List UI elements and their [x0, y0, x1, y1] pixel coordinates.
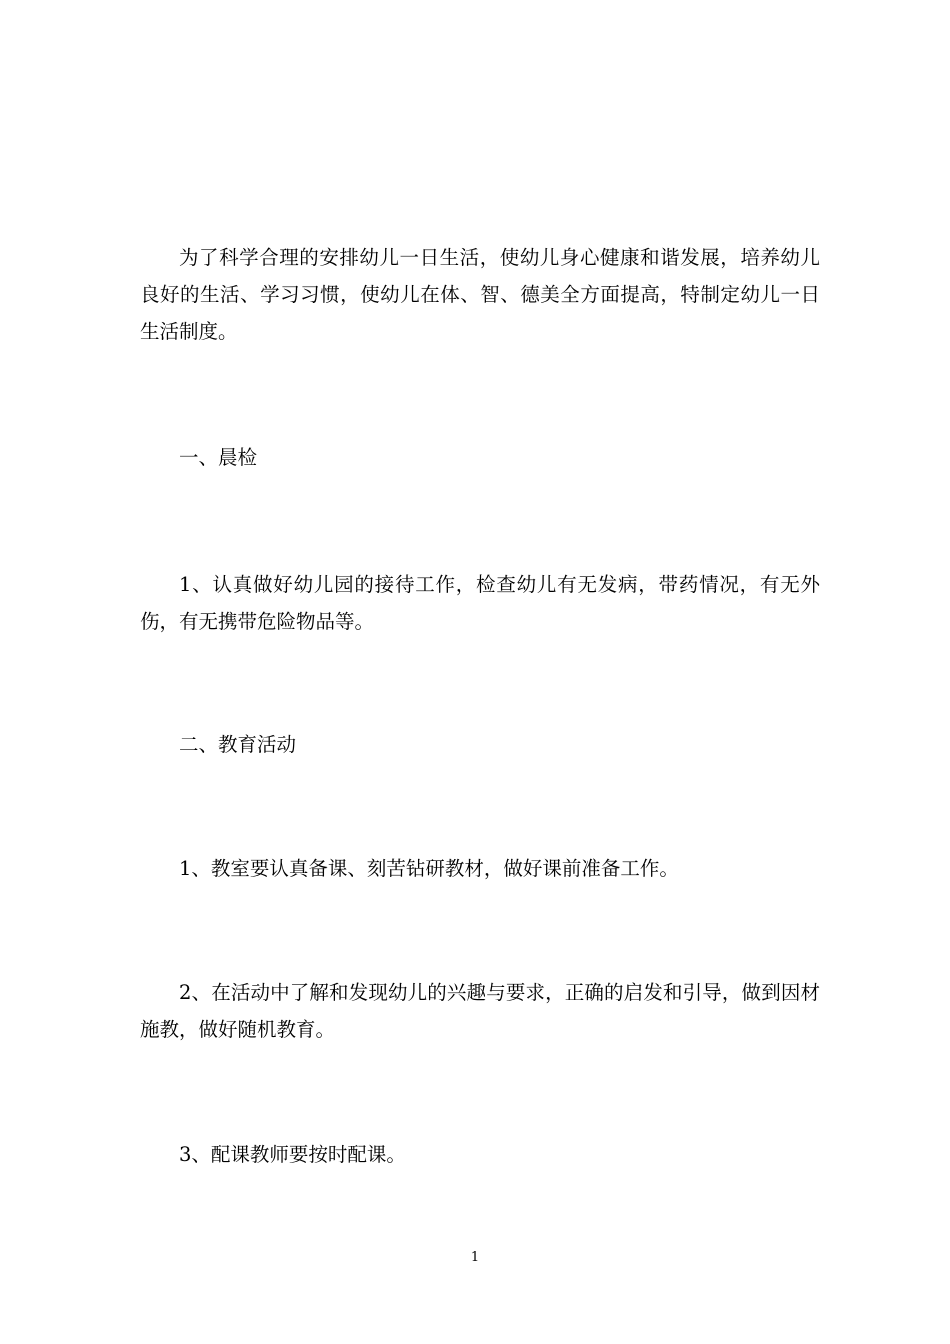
morning-check-item-1: 1、认真做好幼儿园的接待工作，检查幼儿有无发病，带药情况，有无外伤，有无携带危险物品等。 [140, 573, 820, 633]
education-item-2: 2、在活动中了解和发现幼儿的兴趣与要求，正确的启发和引导，做到因材施教，做好随机教育。 [140, 981, 820, 1041]
intro-paragraph: 为了科学合理的安排幼儿一日生活，使幼儿身心健康和谐发展，培养幼儿良好的生活、学习习惯，使幼儿在体、智、德美全方面提高，特制定幼儿一日生活制度。 [140, 246, 820, 343]
section-heading-education-activities: 二、教育活动 [179, 733, 297, 756]
section-heading-morning-check: 一、晨检 [179, 446, 258, 469]
page-number: 1 [470, 1250, 480, 1265]
education-item-3: 3、配课教师要按时配课。 [179, 1143, 406, 1166]
education-item-1: 1、教室要认真备课、刻苦钻研教材，做好课前准备工作。 [179, 857, 679, 880]
